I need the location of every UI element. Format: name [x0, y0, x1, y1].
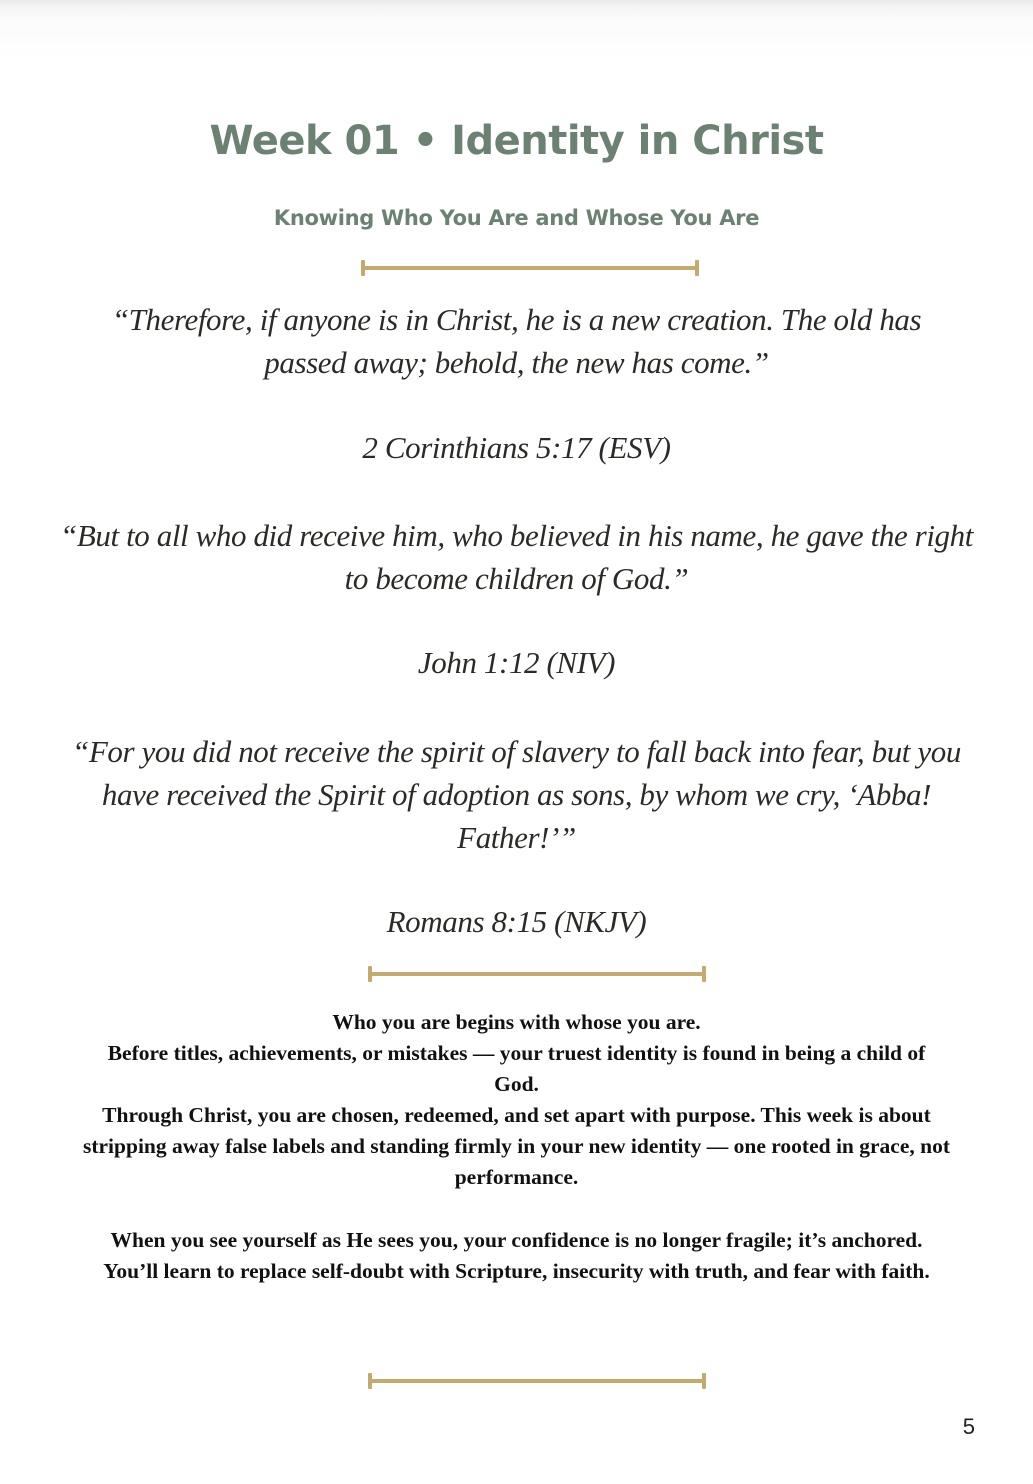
- divider-middle: [368, 972, 706, 976]
- scripture-reference-2: John 1:12 (NIV): [417, 645, 616, 680]
- intro-line: When you see yourself as He sees you, your confidence is no longer fragile; it’s anchored.: [110, 1228, 923, 1252]
- scripture-quote-1: “Therefore, if anyone is in Christ, he is a new creation. The old has passed away; behold, the new has come.”: [111, 302, 922, 380]
- scripture-reference-3: Romans 8:15 (NKJV): [386, 904, 647, 939]
- page-number: 5: [962, 1414, 975, 1439]
- scripture-quote-2: “But to all who did receive him, who believed in his name, he gave the right to become children of God.”: [60, 518, 973, 596]
- intro-paragraph-2: [60, 1225, 973, 1287]
- intro-line: Who you are begins with whose you are.: [332, 1010, 701, 1034]
- page-subtitle: Knowing Who You Are and Whose You Are: [273, 206, 760, 230]
- page-title: Week 01 • Identity in Christ: [209, 118, 824, 164]
- scripture-reference-1: 2 Corinthians 5:17 (ESV): [362, 430, 671, 465]
- intro-line: Through Christ, you are chosen, redeemed, and set apart with purpose. This week is about stripping away false labels and standing firmly in your new identity — one rooted in grace, not performance.: [82, 1103, 951, 1189]
- intro-paragraph-1: [60, 1007, 973, 1193]
- intro-line: You’ll learn to replace self-doubt with Scripture, insecurity with truth, and fear with faith.: [103, 1259, 930, 1283]
- divider-top: [361, 266, 699, 270]
- scripture-quote-3: “For you did not receive the spirit of slavery to fall back into fear, but you have received the Spirit of adoption as sons, by whom we cry, ‘Abba! Father!’”: [72, 734, 961, 855]
- divider-bottom: [368, 1379, 706, 1383]
- intro-line: Before titles, achievements, or mistakes — your truest identity is found in being a child of God.: [107, 1041, 926, 1096]
